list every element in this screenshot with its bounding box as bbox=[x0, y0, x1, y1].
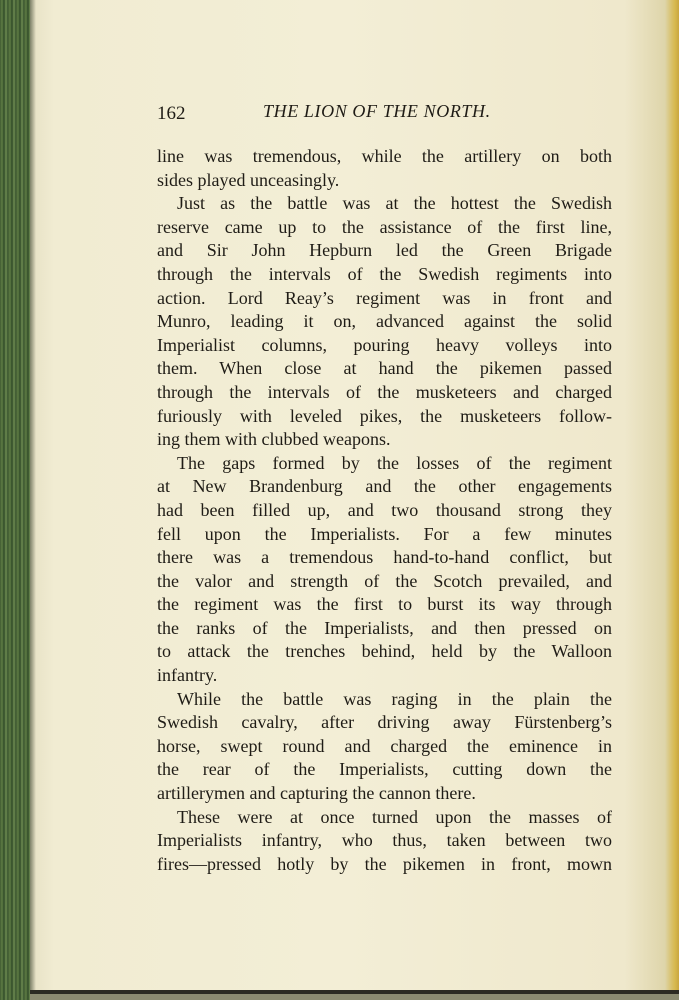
text-line: the valor and strength of the Scotch prevailed, and bbox=[157, 570, 612, 591]
text-line: The gaps formed by the losses of the regiment bbox=[177, 452, 612, 473]
text-line: furiously with leveled pikes, the musketeers follow- bbox=[157, 405, 612, 426]
text-line: them. When close at hand the pikemen passed bbox=[157, 358, 612, 379]
text-line: the ranks of the Imperialists, and then pressed on bbox=[157, 617, 612, 638]
text-line: Imperialist columns, pouring heavy volleys into bbox=[157, 334, 612, 355]
text-line: to attack the trenches behind, held by the Walloon bbox=[157, 641, 612, 662]
running-title: THE LION OF THE NORTH. bbox=[263, 101, 491, 121]
text-line: the regiment was the first to burst its way through bbox=[157, 594, 612, 615]
text-line: Just as the battle was at the hottest the Swedish bbox=[177, 193, 612, 214]
text-line: sides played unceasingly. bbox=[157, 169, 340, 190]
text-line: line was tremendous, while the artillery on both bbox=[157, 146, 612, 166]
text-line: While the battle was raging in the plain the bbox=[177, 688, 612, 709]
text-line: artillerymen and capturing the cannon there. bbox=[157, 783, 476, 804]
text-line: the rear of the Imperialists, cutting down the bbox=[157, 759, 612, 780]
bottom-edge-band bbox=[30, 994, 679, 1000]
text-line: fires—pressed hotly by the pikemen in front, mown bbox=[157, 853, 612, 874]
text-line: at New Brandenburg and the other engagements bbox=[157, 476, 612, 497]
body-text bbox=[157, 145, 612, 876]
text-line: infantry. bbox=[157, 665, 218, 686]
text-line: Swedish cavalry, after driving away Fürstenberg’s bbox=[157, 712, 612, 733]
page-edge bbox=[665, 0, 679, 1000]
text-line: Imperialists infantry, who thus, taken between two bbox=[157, 830, 612, 851]
text-line: there was a tremendous hand-to-hand conflict, but bbox=[157, 547, 612, 568]
text-line: horse, swept round and charged the eminence in bbox=[157, 735, 612, 756]
book-binding bbox=[0, 0, 30, 1000]
text-line: These were at once turned upon the masses of bbox=[177, 806, 612, 827]
text-line: and Sir John Hepburn led the Green Brigade bbox=[157, 240, 612, 261]
text-line: reserve came up to the assistance of the first line, bbox=[157, 216, 612, 237]
text-line: action. Lord Reay’s regiment was in front and bbox=[157, 287, 612, 308]
text-line: through the intervals of the Swedish regiments into bbox=[157, 263, 612, 284]
text-line: had been filled up, and two thousand strong they bbox=[157, 499, 612, 520]
text-line: through the intervals of the musketeers and charged bbox=[157, 381, 612, 402]
text-line: Munro, leading it on, advanced against the solid bbox=[157, 311, 612, 332]
page-number: 162 bbox=[157, 103, 186, 124]
text-line: ing them with clubbed weapons. bbox=[157, 429, 391, 450]
page-header bbox=[157, 101, 612, 127]
binding-shadow bbox=[30, 0, 36, 1000]
text-line: fell upon the Imperialists. For a few minutes bbox=[157, 523, 612, 544]
